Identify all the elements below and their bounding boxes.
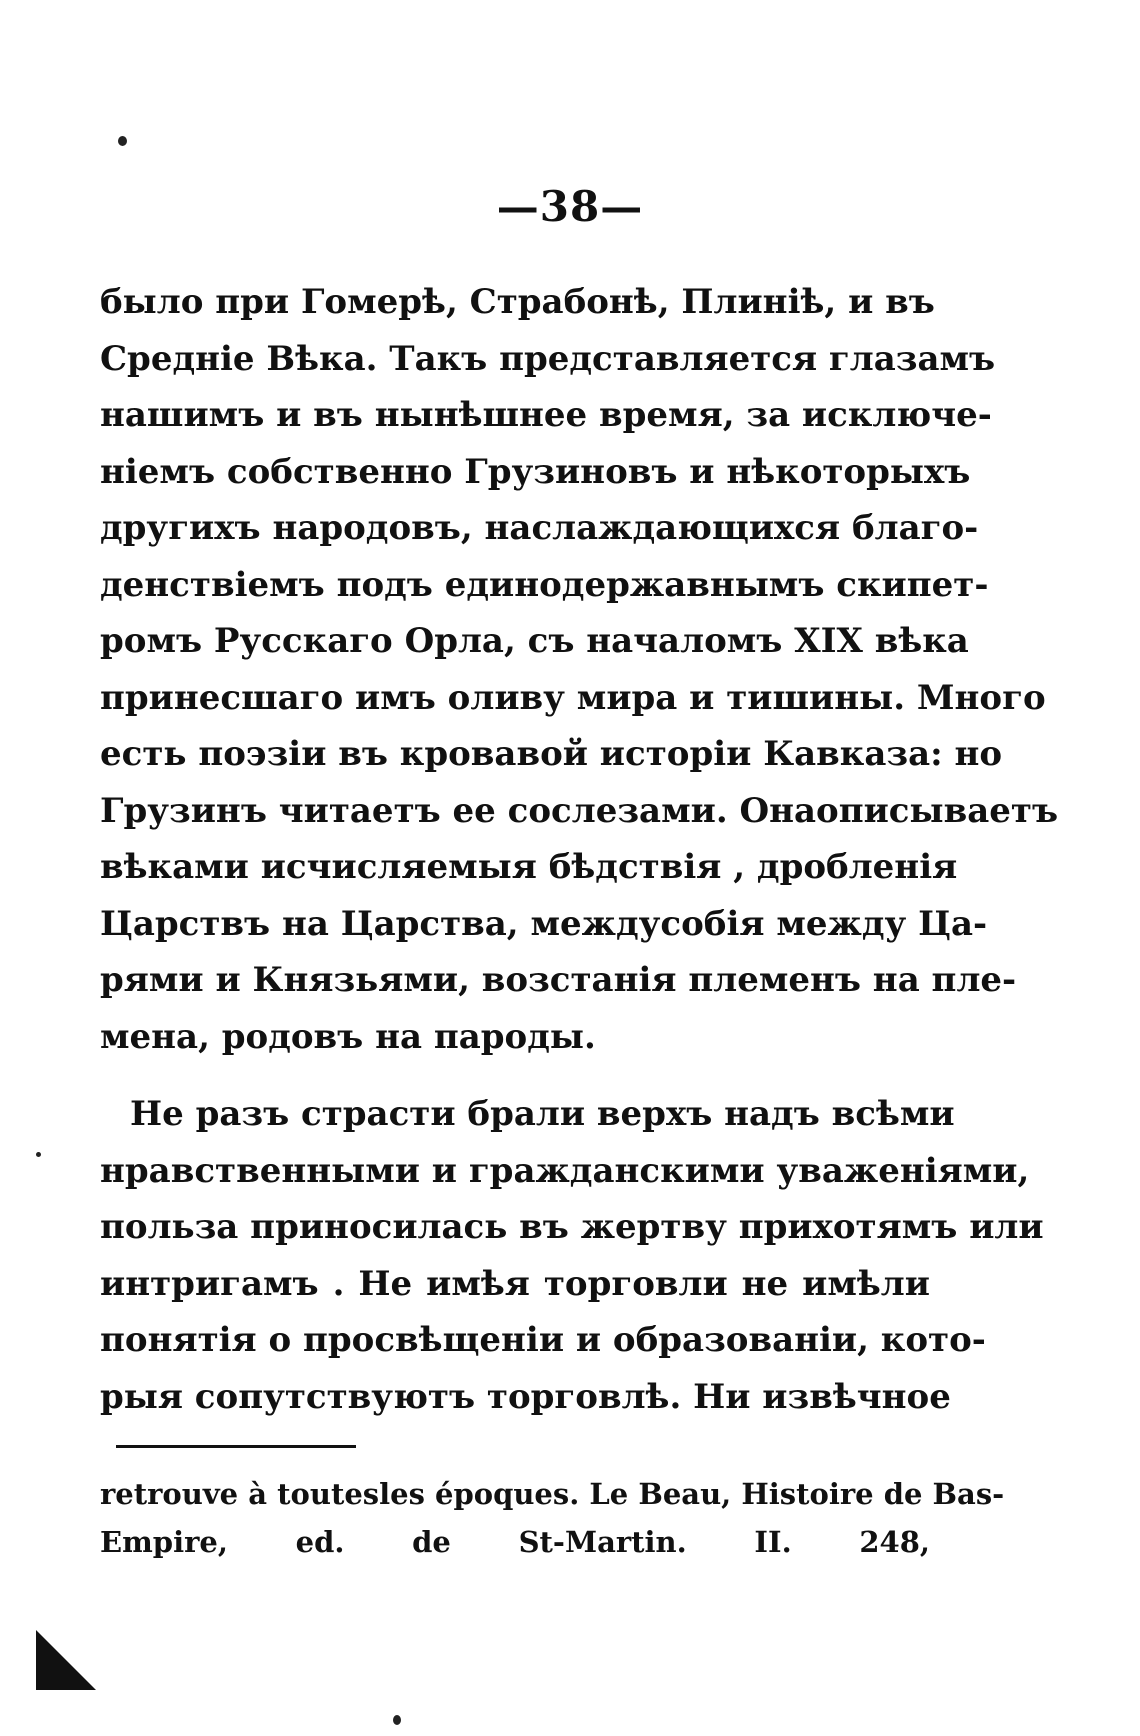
- scan-speck: [393, 1715, 401, 1725]
- text-line: нравственными и гражданскими уваженіями,: [100, 1150, 1030, 1191]
- text-line: рями и Князьями, возстанія племенъ на пле-: [100, 960, 1017, 1000]
- text-line: польза приносилась въ жертву прихотямъ или: [100, 1207, 1044, 1247]
- paragraph-2: [100, 1086, 1044, 1425]
- text-line: интригамъ . Не имѣя торговли не имѣли: [100, 1263, 930, 1304]
- text-line: нашимъ и въ нынѣшнее время, за исключе-: [100, 395, 992, 435]
- text-line: другихъ народовъ, наслаждающихся благо-: [100, 508, 979, 548]
- scan-corner-mark: [36, 1630, 96, 1690]
- text-line: есть поэзіи въ кровавой исторіи Кавказа: но: [100, 734, 1003, 774]
- text-line: Царствъ на Царства, междусобія между Ца-: [100, 903, 988, 944]
- text-line: мена, родовъ на пароды.: [100, 1016, 596, 1057]
- text-line: денствіемъ подъ единодержавнымъ скипет-: [100, 564, 989, 605]
- footnote-divider: [116, 1445, 356, 1448]
- footnote-line: retrouve à toutesles époques. Le Beau, Histoire de Bas-: [100, 1477, 1005, 1511]
- text-line: ромъ Русскаго Орла, съ началомъ XIX вѣка: [100, 621, 969, 661]
- page-number: —38—: [496, 182, 644, 231]
- text-line: Не разъ страсти брали верхъ надъ всѣми: [130, 1094, 955, 1134]
- text-line: понятія о просвѣщеніи и образованіи, кото-: [100, 1320, 986, 1360]
- footnote-line: Empire, ed. de St-Martin. II. 248,: [100, 1525, 930, 1559]
- text-line: вѣками исчисляемыя бѣдствія , дробленія: [100, 847, 958, 887]
- text-line: Грузинъ читаетъ ее сослезами. Онаописываетъ: [100, 790, 1059, 831]
- text-line: рыя сопутствуютъ торговлѣ. Ни извѣчное: [100, 1376, 951, 1417]
- text-line: принесшаго имъ оливу мира и тишины. Много: [100, 677, 1046, 718]
- text-line: было при Гомерѣ, Страбонѣ, Плиніѣ, и въ: [100, 282, 935, 322]
- text-line: ніемъ собственно Грузиновъ и нѣкоторыхъ: [100, 451, 971, 492]
- paragraph-1: [100, 274, 1059, 1065]
- text-line: Средніе Вѣка. Такъ представляется глазамъ: [100, 338, 996, 379]
- footnote: [100, 1470, 1005, 1566]
- scan-speck: [118, 136, 127, 146]
- scan-speck: [36, 1152, 41, 1157]
